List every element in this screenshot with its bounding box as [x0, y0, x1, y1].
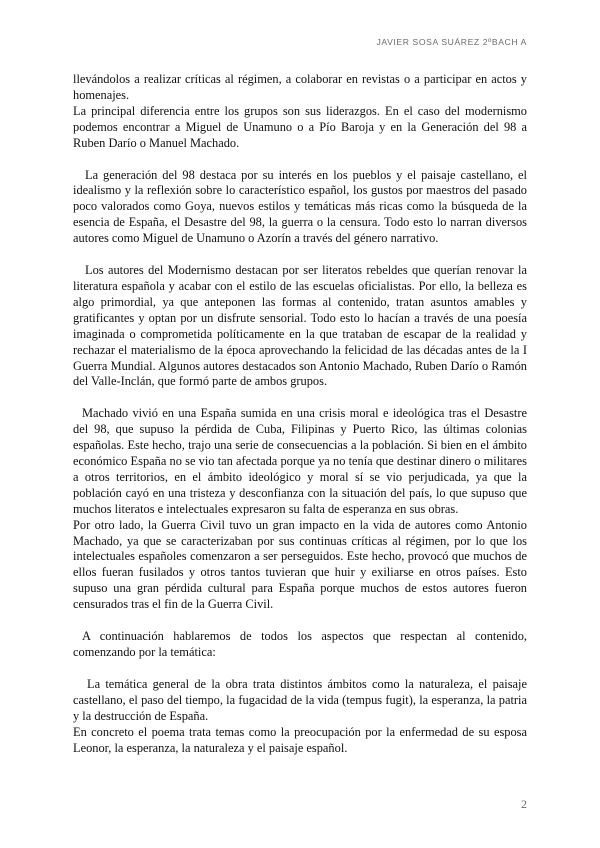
paragraph-continuation: llevándolos a realizar críticas al régimen, a colaborar en revistas o a participar en actos y homenajes.	[73, 72, 527, 102]
paragraph-guerra-civil: Por otro lado, la Guerra Civil tuvo un gran impacto en la vida de autores como Antonio Machado, ya que se caracterizaban por sus continuas críticas al régimen, por lo que los intelectuales españoles comenzaron a ser perseguidos. Este hecho, provocó que muchos de ellos fueran fusilados y otros tantos tuvieran que huir y exiliarse en otros países. Esto supuso una gran pérdida cultural para España porque muchos de estos autores fueron censurados tras el fin de la Guerra Civil.	[73, 517, 527, 612]
page-header: JAVIER SOSA SUÁREZ 2ºBACH A	[376, 37, 527, 47]
paragraph-modernismo: Los autores del Modernismo destacan por ser literatos rebeldes que querían renovar la literatura española y acabar con el estilo de las escuelas oficialistas. Por ello, la belleza es algo primordial, ya que anteponen las formas al contenido, tratan asuntos amables y gratificantes y optan por un disfrute sensorial. Todo esto lo hacían a través de una poesía imaginada o comprometida políticamente en la que trataban de escapar de la realidad y rechazar el materialismo de la época aprovechando la felicidad de las décadas antes de la I Guerra Mundial. Algunos autores destacados son Antonio Machado, Ruben Darío o Ramón del Valle-Inclán, que formó parte de ambos grupos.	[73, 263, 527, 389]
paragraph-machado-context: Machado vivió en una España sumida en una crisis moral e ideológica tras el Desastre del 98, que supuso la pérdida de Cuba, Filipinas y Puerto Rico, las últimas colonias españolas. Este hecho, trajo una serie de consecuencias a la población. Si bien en el ámbito económico España no se vio tan afectada porque ya no tenía que destinar dinero o militares a otros territorios, en el ámbito ideológico y moral sí se vio perjudicada, ya que la población cayó en una tristeza y desconfianza con la situación del país, lo que supuso que muchos literatos e intelectuales expresaron su falta de esperanza en sus obras.	[73, 406, 527, 516]
document-body	[73, 72, 527, 756]
page-number: 2	[521, 797, 527, 811]
paragraph-intro-contenido: A continuación hablaremos de todos los aspectos que respectan al contenido, comenzando por la temática:	[73, 629, 527, 659]
paragraph-tematica-concreta: En concreto el poema trata temas como la preocupación por la enfermedad de su esposa Leonor, la esperanza, la naturaleza y el paisaje español.	[73, 724, 527, 755]
paragraph-generacion-98: La generación del 98 destaca por su interés en los pueblos y el paisaje castellano, el idealismo y la reflexión sobre lo característico español, los gustos por maestros del pasado poco valorados como Goya, nuevos estilos y temáticas más ricas como la búsqueda de la esencia de España, el Desastre del 98, la guerra o la censura. Todo esto lo narran diversos autores como Miguel de Unamuno o Azorín a través del género narrativo.	[73, 167, 527, 246]
paragraph-differences: La principal diferencia entre los grupos son sus liderazgos. En el caso del modernismo podemos encontrar a Miguel de Unamuno o a Pío Baroja y en la Generación del 98 a Ruben Darío o Manuel Machado.	[73, 103, 527, 150]
paragraph-tematica-general: La temática general de la obra trata distintos ámbitos como la naturaleza, el paisaje castellano, el paso del tiempo, la fugacidad de la vida (tempus fugit), la esperanza, la patria y la destrucción de España.	[73, 676, 527, 723]
